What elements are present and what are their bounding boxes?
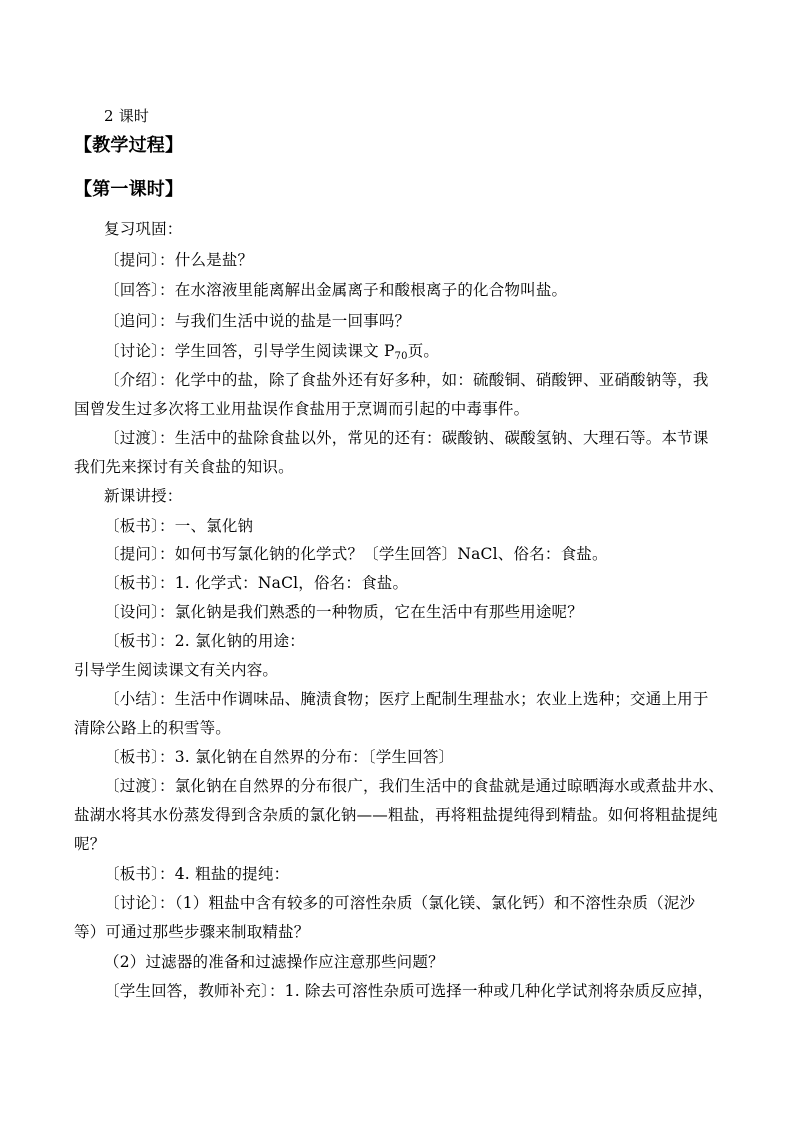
question-chemical-formula: 〔提问〕：如何书写氯化钠的化学式？〔学生回答〕NaCl、俗名：食盐。 (104, 545, 608, 563)
board-sodium-chloride: 〔板书〕：一、氯化钠 (104, 517, 254, 535)
heading-first-lesson: 【第一课时】 (74, 179, 184, 200)
board-purification: 〔板书〕：4. 粗盐的提纯： (104, 865, 290, 883)
board-distribution: 〔板书〕：3. 氯化钠在自然界的分布：〔学生回答〕 (104, 748, 455, 766)
discussion-2-line-1: 〔讨论〕：（1）粗盐中含有较多的可溶性杂质（氯化镁、氯化钙）和不溶性杂质（泥沙 (104, 894, 696, 912)
question-what-is-salt: 〔提问〕：什么是盐？ (104, 251, 254, 269)
transition-2-line-1: 〔过渡〕：氯化钠在自然界的分布很广，我们生活中的食盐就是通过晾晒海水或煮盐井水、 (104, 777, 725, 795)
discussion-text-end: 页。 (407, 342, 440, 360)
student-answer-line: 〔学生回答，教师补充〕：1. 除去可溶性杂质可选择一种或几种化学试剂将杂质反应掉， (104, 982, 714, 1000)
transition-2-line-3: 呢？ (74, 835, 106, 853)
intro-line-2: 国曾发生过多次将工业用盐误作食盐用于烹调而引起的中毒事件。 (74, 400, 530, 418)
heading-teaching-process: 【教学过程】 (74, 135, 184, 156)
intro-line-1: 〔介绍〕：化学中的盐，除了食盐外还有好多种，如：硫酸铜、硝酸钾、亚硝酸钠等，我 (104, 371, 709, 389)
summary-line-1: 〔小结〕：生活中作调味品、腌渍食物；医疗上配制生理盐水；农业上选种；交通上用于 (104, 690, 709, 708)
board-uses: 〔板书〕：2. 氯化钠的用途： (104, 632, 305, 650)
follow-up-question: 〔追问〕：与我们生活中说的盐是一回事吗？ (104, 312, 411, 330)
answer-salt-definition: 〔回答〕：在水溶液里能离解出金属离子和酸根离子的化合物叫盐。 (104, 281, 568, 299)
lesson-time: 2 课时 (104, 107, 150, 125)
guide-reading: 引导学生阅读课文有关内容。 (74, 661, 279, 679)
question-uses: 〔设问〕：氯化钠是我们熟悉的一种物质，它在生活中有那些用途呢？ (104, 603, 583, 621)
new-lesson-label: 新课讲授： (104, 487, 183, 505)
board-chemical-formula: 〔板书〕：1. 化学式：NaCl，俗名：食盐。 (104, 574, 409, 592)
transition-1-line-1: 〔过渡〕：生活中的盐除食盐以外，常见的还有：碳酸钠、碳酸氢钠、大理石等。本节课 (104, 429, 709, 447)
page-number-subscript: 70 (394, 351, 408, 362)
transition-1-line-2: 我们先来探讨有关食盐的知识。 (74, 458, 294, 476)
discussion-2-line-2: 等）可通过那些步骤来制取精盐？ (74, 923, 310, 941)
discussion-text: 〔讨论〕：学生回答，引导学生阅读课文 P (104, 342, 395, 360)
review-label: 复习巩固： (104, 220, 183, 238)
summary-line-2: 清除公路上的积雪等。 (74, 719, 232, 737)
transition-2-line-2: 盐湖水将其水份蒸发得到含杂质的氯化钠——粗盐，再将粗盐提纯得到精盐。如何将粗盐提纯 (74, 806, 718, 824)
discussion-read-textbook (104, 341, 439, 361)
discussion-2-line-3: （2）过滤器的准备和过滤操作应注意那些问题？ (104, 953, 444, 971)
